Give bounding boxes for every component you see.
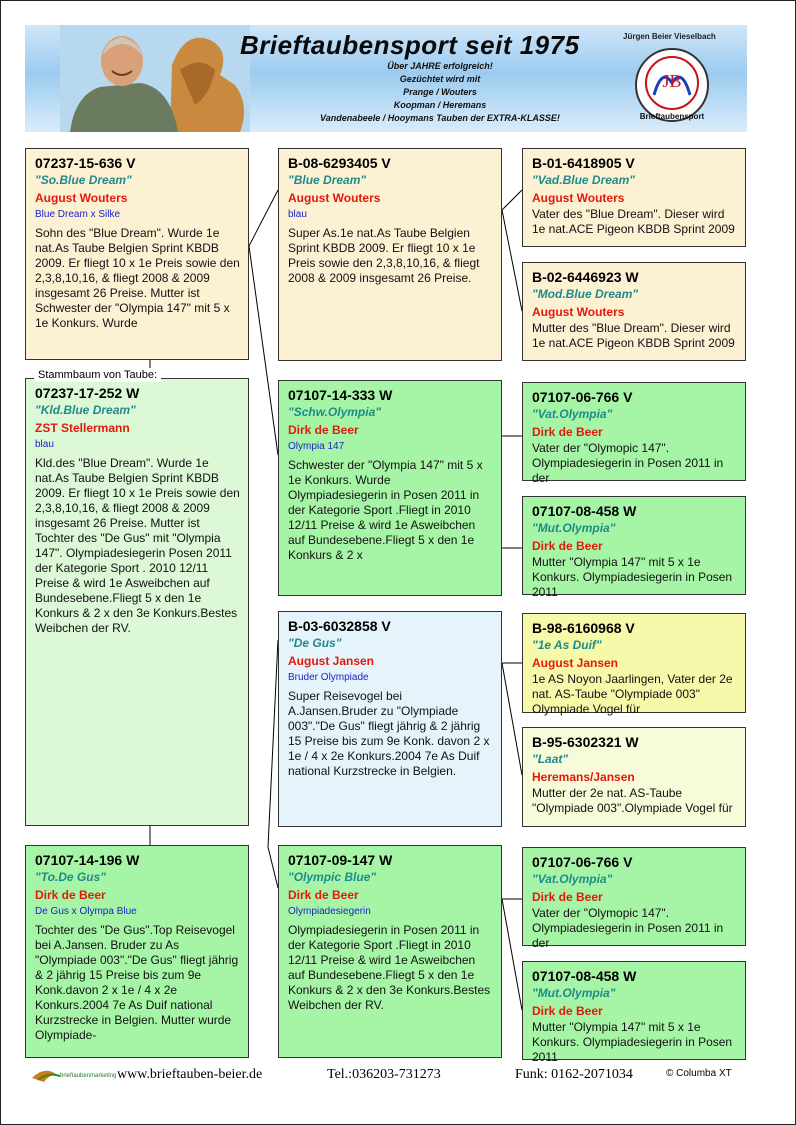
banner-line: Über JAHRE erfolgreich!: [387, 61, 493, 71]
pedigree-card-grandfather-maternal[interactable]: [278, 611, 502, 827]
color-line: Olympia 147: [288, 441, 345, 452]
ring-number: B-98-6160968 V: [532, 620, 635, 636]
banner-line: Prange / Wouters: [403, 87, 477, 97]
breeder-name: Dirk de Beer: [35, 888, 106, 902]
pigeon-name: "So.Blue Dream": [35, 173, 132, 187]
breeder-name: August Jansen: [288, 654, 375, 668]
pigeon-description: Mutter "Olympia 147" mit 5 x 1e Konkurs. Olympiadesiegerin in Posen 2011: [532, 1020, 733, 1064]
breeder-name: August Wouters: [288, 191, 381, 205]
banner-line: Vandenabeele / Hooymans Tauben der EXTRA-KLASSE!: [320, 113, 560, 123]
breeder-name: August Wouters: [532, 305, 625, 319]
breeder-name: Dirk de Beer: [288, 888, 359, 902]
banner-line: Gezüchtet wird mit: [399, 74, 481, 84]
footer-mobile: Funk: 0162-2071034: [515, 1067, 633, 1082]
pedigree-card-mother[interactable]: [25, 845, 249, 1058]
color-line: blau: [35, 439, 54, 450]
pedigree-card-grandfather-paternal[interactable]: [278, 148, 502, 361]
ring-number: 07107-08-458 W: [532, 503, 637, 519]
ring-number: 07107-14-196 W: [35, 852, 140, 868]
marketing-logo: [30, 1064, 117, 1084]
pigeon-description: Super Reisevogel bei A.Jansen.Bruder zu "Olympiade 003"."De Gus" fliegt jährig & 2 jährig 15 Preise bis zum 9e Konk. davon 2 x 1e / 4 x 2e Konkurs.2004 7e As Duif national Kurzstrecke in Belgien.: [288, 689, 490, 778]
pedigree-card-subject[interactable]: [25, 378, 249, 826]
ring-number: 07237-17-252 W: [35, 385, 140, 401]
ring-number: B-01-6418905 V: [532, 155, 635, 171]
pedigree-card-great-grandparent[interactable]: [522, 262, 746, 361]
pigeon-description: Vater der "Olymopic 147". Olympiadesiegerin in Posen 2011 in der: [532, 441, 724, 485]
pedigree-card-great-grandparent[interactable]: [522, 727, 746, 827]
footer-website[interactable]: www.brieftauben-beier.de: [117, 1067, 263, 1082]
banner-line: Koopman / Heremans: [393, 100, 487, 110]
banner-title: Brieftaubensport seit 1975: [240, 30, 580, 60]
pigeon-description: Mutter des "Blue Dream". Dieser wird 1e nat.ACE Pigeon KBDB Sprint 2009: [532, 321, 735, 350]
breeder-name: Dirk de Beer: [532, 539, 603, 553]
pigeon-name: "1e As Duif": [532, 638, 602, 652]
pigeon-name: "Mut.Olympia": [532, 521, 616, 535]
pigeon-description: Super As.1e nat.As Taube Belgien Sprint KBDB 2009. Er fliegt 10 x 1e Preis sowie den 2,3,8,10,16, & fliegt 2008 & 2009 insgesamt 26 Preise.: [288, 226, 480, 285]
pigeon-name: "Schw.Olympia": [288, 405, 381, 419]
pigeon-description: 1e AS Noyon Jaarlingen, Vater der 2e nat. AS-Taube "Olympiade 003" Olympiade Vogel für: [532, 672, 733, 716]
color-line: Blue Dream x Silke: [35, 209, 121, 220]
pigeon-description: Olympiadesiegerin in Posen 2011 in der Kategorie Sport .Fliegt in 2010 12/11 Preise & wird 1e Asweibchen auf Bundesebene.Fliegt 5 x den 1e Konkurs & 2 x den 3e Konkurs.Bestes Weibchen der RV.: [288, 923, 491, 1012]
breeder-name: Dirk de Beer: [288, 423, 359, 437]
ring-number: B-02-6446923 W: [532, 269, 639, 285]
pigeon-description: Schwester der "Olympia 147" mit 5 x 1e Konkurs. Wurde Olympiadesiegerin in Posen 2011 in der Kategorie Sport .Fliegt in 2010 12/11 Preise & wird 1e Asweibchen auf Bundesebene.Fliegt 5 x den 1e Konkurs & 2 x: [288, 458, 483, 562]
pigeon-description: Mutter "Olympia 147" mit 5 x 1e Konkurs. Olympiadesiegerin in Posen 2011: [532, 555, 733, 599]
pedigree-card-grandmother-paternal[interactable]: [278, 380, 502, 596]
color-line: Bruder Olympiade: [288, 672, 369, 683]
ring-number: B-95-6302321 W: [532, 734, 639, 750]
breeder-name: Heremans/Jansen: [532, 770, 635, 784]
pedigree-card-great-grandparent[interactable]: [522, 496, 746, 599]
pigeon-name: "Mod.Blue Dream": [532, 287, 639, 301]
color-line: blau: [288, 209, 307, 220]
pigeon-name: "Mut.Olympia": [532, 986, 616, 1000]
pigeon-description: Kld.des "Blue Dream". Wurde 1e nat.As Taube Belgien Sprint KBDB 2009. Er fliegt 10 x 1e Preis sowie den 2,3,8,10,16, & fliegt 2008 & 2009 insgesamt 26 Preise. Mutter ist Tochter des "De Gus" mit "Olympia 147". Olympiadesiegerin Posen 2011 der Kategorie Sport . 2010 12/11 Preise & wird 1e Asweibchen auf Bundesebene.Fliegt 5 x den 1e Konkurs & 2 x den 3e Konkurs.Bestes Weibchen der RV.: [35, 456, 240, 635]
pigeon-name: "To.De Gus": [35, 870, 106, 884]
pigeon-description: Vater des "Blue Dream". Dieser wird 1e nat.ACE Pigeon KBDB Sprint 2009: [532, 207, 735, 236]
pigeon-name: "Laat": [532, 752, 569, 766]
pedigree-card-great-grandparent[interactable]: [522, 961, 746, 1064]
pigeon-name: "Vad.Blue Dream": [532, 173, 635, 187]
pigeon-name: "Kld.Blue Dream": [35, 403, 136, 417]
pigeon-name: "Vat.Olympia": [532, 407, 613, 421]
pedigree-legend: Stammbaum von Taube:: [34, 368, 161, 382]
breeder-name: Dirk de Beer: [532, 890, 603, 904]
breeder-name: Dirk de Beer: [532, 425, 603, 439]
pigeon-description: Tochter des "De Gus".Top Reisevogel bei A.Jansen. Bruder zu As "Olympiade 003"."De Gus" fliegt jährig & 2 jährig 15 Preise bis zum 9e Konk.davon 2 x 1e / 4 x 2e Konkurs.2004 7e As Duif national Kurzstrecke in Belgien. Mutter wurde Olympiade-: [35, 923, 239, 1042]
pigeon-name: "Blue Dream": [288, 173, 367, 187]
brand-name: Jürgen Beier Vieselbach: [623, 32, 716, 41]
pigeon-description: Vater der "Olymopic 147". Olympiadesiegerin in Posen 2011 in der: [532, 906, 724, 950]
ring-number: B-08-6293405 V: [288, 155, 391, 171]
pigeon-name: "Olympic Blue": [288, 870, 377, 884]
logo-text: Brieftaubensport: [639, 112, 705, 121]
ring-number: 07107-09-147 W: [288, 852, 393, 868]
logo-initials: JB: [662, 71, 682, 91]
pedigree-card-grandmother-maternal[interactable]: [278, 845, 502, 1058]
breeder-name: August Wouters: [35, 191, 128, 205]
breeder-name: August Jansen: [532, 656, 619, 670]
breeder-name: August Wouters: [532, 191, 625, 205]
pedigree-card-great-grandparent[interactable]: [522, 148, 746, 247]
pigeon-description: Sohn des "Blue Dream". Wurde 1e nat.As Taube Belgien Sprint KBDB 2009. Er fliegt 10 x 1e Preis sowie den 2,3,8,10,16, & fliegt 2008 & 2009 insgesamt 26 Preise. Mutter ist Schwester der "Olympia 147" mit 5 x 1e Konkurs. Wurde: [35, 226, 240, 330]
footer-copyright: © Columba XT: [666, 1068, 732, 1079]
pedigree-card-great-grandparent[interactable]: [522, 613, 746, 716]
marketing-logo-text: brieftaubenmarketing: [60, 1073, 117, 1079]
pedigree-card-great-grandparent[interactable]: [522, 382, 746, 485]
breeder-name: ZST Stellermann: [35, 421, 130, 435]
pedigree-card-father[interactable]: [25, 148, 249, 360]
pigeon-name: "Vat.Olympia": [532, 872, 613, 886]
pigeon-name: "De Gus": [288, 636, 342, 650]
ring-number: 07107-14-333 W: [288, 387, 393, 403]
ring-number: 07107-06-766 V: [532, 854, 633, 870]
footer-phone: Tel.:036203-731273: [327, 1067, 441, 1082]
ring-number: 07107-06-766 V: [532, 389, 633, 405]
color-line: De Gus x Olympa Blue: [35, 906, 137, 917]
ring-number: B-03-6032858 V: [288, 618, 391, 634]
pigeon-description: Mutter der 2e nat. AS-Taube "Olympiade 003".Olympiade Vogel für: [532, 786, 733, 815]
breeder-name: Dirk de Beer: [532, 1004, 603, 1018]
ring-number: 07107-08-458 W: [532, 968, 637, 984]
ring-number: 07237-15-636 V: [35, 155, 136, 171]
pedigree-card-great-grandparent[interactable]: [522, 847, 746, 950]
color-line: Olympiadesiegerin: [288, 906, 371, 917]
